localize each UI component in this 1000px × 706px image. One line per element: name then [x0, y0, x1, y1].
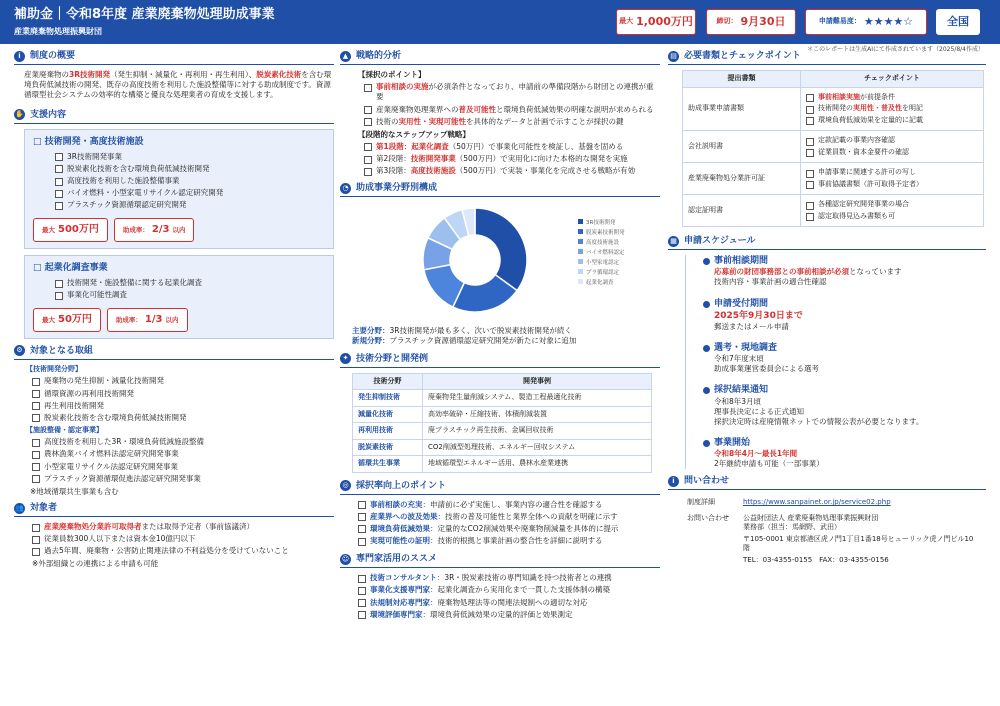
list-item: 小型家電リサイクル法認定研究開発事業	[32, 462, 334, 472]
person-icon: ☺	[341, 554, 350, 563]
overview-heading: i 制度の概要	[14, 50, 334, 65]
gear-icon: ⚙	[14, 345, 25, 356]
list-item: 高度技術を利用した3R・環境負荷低減施設整備	[32, 437, 334, 447]
legend-swatch	[578, 249, 583, 254]
list-item: 申請事業に関連する許可の写し	[806, 168, 978, 178]
list-item: 技術コンサルタント：3R・脱炭素技術の専門知識を持つ技術者との連携	[358, 573, 660, 583]
bulb-icon: ✦	[340, 353, 351, 364]
examples-heading: ✦ 技術分野と開発例	[340, 353, 660, 368]
composition-notes: 主要分野：3R技術開発が最も多く、次いで脱炭素技術開発が続く 新規分野：プラスチック資源循環認定研究開発が新たに対象に追加	[352, 325, 577, 345]
contact-table: 制度詳細 https://www.sanpainet.or.jp/service02.php お問い合わせ 公益財団法人 産業廃棄物処理事業振興財団 業務部（担当：馬網野、武田） 〒105-0001 東京都港区虎ノ門1丁目1番18号ヒューリック虎ノ門ビル10階 TEL：03-4355-0155 FAX：03-4355-0156	[687, 498, 974, 564]
deadline-badge: 締切： 9月30日	[706, 9, 796, 35]
eligible-note: ※外部組織との連携による申請も可能	[32, 559, 159, 569]
table-row: 産業廃棄物処分業許可証 申請事業に関連する許可の写し 事前協議書類（許可取得予定者）	[683, 163, 984, 195]
list-item: 法規制対応専門家：廃棄物処理法等の関連法規制への適切な対応	[358, 598, 660, 608]
difficulty-badge: 申請難易度： ★★★★☆	[805, 9, 927, 35]
list-item: 技術開発の実用性・普及性を明記	[806, 104, 978, 114]
calendar-icon: ▦	[668, 236, 679, 247]
list-item: 技術開発・施設整備に関する起業化調査	[55, 278, 325, 288]
legend-swatch	[578, 239, 583, 244]
table-row: 減量化技術 高効率破砕・圧縮技術、体積削減装置	[353, 406, 652, 422]
targets-note: ※地域循環共生事業も含む	[30, 486, 119, 496]
table-row: 認定証明書 各種認定研究開発事業の場合 認定取得見込み書類も可	[683, 195, 984, 227]
schedule-item: 申請受付期間 2025年9月30日まで 郵送またはメール申請	[700, 298, 986, 332]
legend-label: 起業化調査	[586, 280, 614, 287]
list-item: 脱炭素化技術を含む環境負荷低減技術開発	[55, 164, 325, 174]
tech-max-pill: 最大 500万円	[33, 218, 108, 242]
list-item: 第1段階：起業化調査（50万円）で事業化可能性を検証し、基盤を固める	[364, 142, 660, 152]
pie-icon: ◔	[340, 183, 351, 194]
support-box-tech-title: □ 技術開発・高度技術施設	[33, 136, 144, 147]
legend-label: プラ循環認定	[586, 270, 620, 277]
list-item: 高度技術を利用した施設整備事業	[55, 176, 325, 186]
support-box-startup-title: □ 起業化調査事業	[33, 262, 108, 273]
region-badge: 全国	[936, 9, 980, 35]
composition-heading: ◔ 助成事業分野別構成	[340, 182, 660, 197]
target-icon: ◎	[340, 480, 351, 491]
legend-swatch	[578, 279, 583, 284]
list-item: 各種認定研究開発事業の場合	[806, 200, 978, 210]
list-item: 定款記載の事業内容確認	[806, 136, 978, 146]
chart-icon: ▲	[340, 51, 351, 62]
list-item: 環境負荷低減効果を定量的に記載	[806, 116, 978, 126]
table-row: 助成事業申請書類 事前相談実施が前提条件 技術開発の実用性・普及性を明記 環境負荷低減効果を定量的に記載	[683, 87, 984, 131]
table-row: 再利用技術 廃プラスチック再生技術、金属回収技術	[353, 423, 652, 439]
list-item: 事前相談の充実：申請前に必ず実施し、事業内容の適合性を確認する	[358, 500, 660, 510]
adoption-heading: ◎ 採択率向上のポイント	[340, 480, 660, 495]
targets-group-tech: 【技術開発分野】	[26, 364, 82, 373]
strategy-group-points: 【採択のポイント】	[358, 70, 426, 80]
list-item: 従業員数・資本金要件の確認	[806, 148, 978, 158]
support-heading: ✋ 支援内容	[14, 109, 334, 124]
list-item: 産業廃棄物処理業界への普及可能性と環境負荷低減効果の明確な説明が求められる	[364, 105, 660, 115]
contact-url-link[interactable]: https://www.sanpainet.or.jp/service02.php	[743, 498, 891, 507]
experts-heading: ☺ 専門家活用のススメ	[340, 553, 660, 568]
list-item: 認定取得見込み書類も可	[806, 212, 978, 222]
list-item: 事業化支援専門家：起業化調査から実用化まで一貫した支援体制の構築	[358, 585, 660, 595]
schedule-item: 選考・現地調査 令和7年度末頃 助成事業運営委員会による選考	[700, 342, 986, 374]
schedule-item: 採択結果通知 令和8年3月頃 理事長決定による正式通知 採択決定時は産廃情報ネットでの情報公表が必要となります。	[700, 384, 986, 427]
tech-rate-pill: 助成率： 2/3 以内	[114, 218, 195, 242]
list-item: プラスチック資源循環促進法認定研究開発事業	[32, 474, 334, 484]
legend-label: 3R技術開発	[586, 220, 616, 227]
list-item: 脱炭素化技術を含む環境負荷低減技術開発	[32, 413, 334, 423]
list-item: 産業界への波及効果：技術の普及可能性と業界全体への貢献を明確に示す	[358, 512, 660, 522]
documents-heading: ▤ 必要書類とチェックポイント	[668, 50, 986, 65]
legend-label: 高度技術施設	[586, 240, 620, 247]
composition-pie-chart	[340, 202, 660, 322]
support-box-startup	[24, 255, 334, 339]
handshake-icon: ✋	[15, 110, 24, 119]
contact-heading: i 問い合わせ	[668, 475, 986, 490]
list-item: 3R技術開発事業	[55, 152, 325, 162]
list-item: 第3段階：高度技術施設（500万円）で実装・事業化を完成させる戦略が有効	[364, 166, 660, 176]
table-row: 発生抑制技術 廃棄物発生量削減システム、製造工程最適化技術	[353, 390, 652, 406]
people-icon: 👥	[15, 503, 24, 512]
list-item: プラスチック資源循環認定研究開発	[55, 200, 325, 210]
targets-heading: ⚙ 対象となる取組	[14, 345, 334, 360]
legend-label: バイオ燃料認定	[586, 250, 625, 257]
list-item: 事前協議書類（許可取得予定者）	[806, 180, 978, 190]
schedule-heading: ▦ 申請スケジュール	[668, 235, 986, 250]
startup-rate-pill: 助成率： 1/3 以内	[107, 308, 188, 332]
list-item: 循環資源の再利用技術開発	[32, 389, 334, 399]
table-row: 会社説明書 定款記載の事業内容確認 従業員数・資本金要件の確認	[683, 131, 984, 163]
overview-text: 産業廃棄物の3R技術開発（発生抑制・減量化・再利用・再生利用）、脱炭素化技術を含む環境負荷低減技術の開発、既存の高度技術を利用した施設整備等に対する助成制度です。資源循環型社会システムの効率的な構築と優良な処理業者の育成を支援します。	[24, 70, 332, 100]
list-item: 事前相談の実施が必須条件となっており、申請前の準備段階から財団との連携が重要	[364, 82, 660, 102]
strategy-group-steps: 【段階的なステップアップ戦略】	[358, 129, 470, 139]
list-item: 技術の実用性・実現可能性を具体的なデータと計画で示すことが採択の鍵	[364, 117, 660, 127]
ai-note: ＊このレポートは生成AIにて作成されています（2025/8/4作成）	[807, 46, 984, 53]
list-item: 実現可能性の証明：技術的根拠と事業計画の整合性を詳細に説明する	[358, 536, 660, 546]
eligible-heading: 👥 対象者	[14, 502, 334, 517]
legend-label: 脱炭素技術開発	[586, 230, 625, 237]
organization-name: 産業廃棄物処理振興財団	[14, 27, 102, 36]
list-item: 産業廃棄物処分業許可取得者または取得予定者（事前協議済）	[32, 522, 334, 532]
documents-table: 提出書類 チェックポイント 助成事業申請書類 事前相談実施が前提条件 技術開発の実用性・普及性を明記 環境負荷低減効果を定量的に記載 会社説明書 定款記載の事業内容確認 従業員数・資本金要件の確認 産業廃棄物処分業許可証 申請事業に関連する許可の写し 事前協議書類（許可取得予定者） 認定証明書 各種認定研究開発事業の場合 認定取得見込み書類も可	[682, 70, 984, 227]
startup-max-pill: 最大 50万円	[33, 308, 101, 332]
document-icon: ▤	[668, 51, 679, 62]
list-item: バイオ燃料・小型家電リサイクル認定研究開発	[55, 188, 325, 198]
list-item: 廃棄物の発生抑制・減量化技術開発	[32, 376, 334, 386]
list-item: 農林漁業バイオ燃料法認定研究開発事業	[32, 449, 334, 459]
info-icon: i	[14, 51, 25, 62]
header-bar	[0, 0, 1000, 44]
legend-swatch	[578, 219, 583, 224]
schedule-item: 事前相談期間 応募前の財団事務部との事前相談が必須となっています 技術内容・事業計画の適合性確認	[700, 255, 986, 287]
support-box-tech	[24, 129, 334, 249]
legend-swatch	[578, 259, 583, 264]
targets-group-facility: 【施設整備・認定事業】	[26, 425, 103, 434]
legend-swatch	[578, 269, 583, 274]
table-row: 循環共生事業 地域循環型エネルギー活用、農林水産業連携	[353, 456, 652, 472]
examples-table: 技術分野 開発事例 発生抑制技術 廃棄物発生量削減システム、製造工程最適化技術 減量化技術 高効率破砕・圧縮技術、体積削減装置 再利用技術 廃プラスチック再生技術、金属回収技術 脱炭素技術 CO2削減型処理技術、エネルギー回収システム 循環共生事業 地域循環型エネルギー活用、農林水産業連携	[352, 373, 652, 473]
list-item: 環境評価専門家：環境負荷低減効果の定量的評価と効果測定	[358, 610, 660, 620]
list-item: 環境負荷低減効果：定量的なCO2削減効果や廃棄物削減量を具体的に提示	[358, 524, 660, 534]
legend-swatch	[578, 229, 583, 234]
list-item: 過去5年間、廃棄物・公害防止関連法律の不利益処分を受けていないこと	[32, 546, 334, 556]
page-title: 補助金｜令和8年度 産業廃棄物処理助成事業	[14, 7, 275, 22]
max-amount-badge: 最大 1,000万円	[616, 9, 696, 35]
list-item: 従業員数300人以下または資本金10億円以下	[32, 534, 334, 544]
schedule-item: 事業開始 令和8年4月～最長1年間 2年継続申請も可能（一部事業）	[700, 437, 986, 469]
table-row: 脱炭素技術 CO2削減型処理技術、エネルギー回収システム	[353, 439, 652, 455]
strategy-heading: ▲ 戦略的分析	[340, 50, 660, 65]
schedule-timeline	[685, 255, 986, 469]
legend-label: 小型家電認定	[586, 260, 620, 267]
list-item: 事前相談実施が前提条件	[806, 93, 978, 103]
list-item: 再生利用技術開発	[32, 401, 334, 411]
info-icon: i	[668, 476, 679, 487]
list-item: 第2段階：技術開発事業（500万円）で実用化に向けた本格的な開発を実施	[364, 154, 660, 164]
list-item: 事業化可能性調査	[55, 290, 325, 300]
